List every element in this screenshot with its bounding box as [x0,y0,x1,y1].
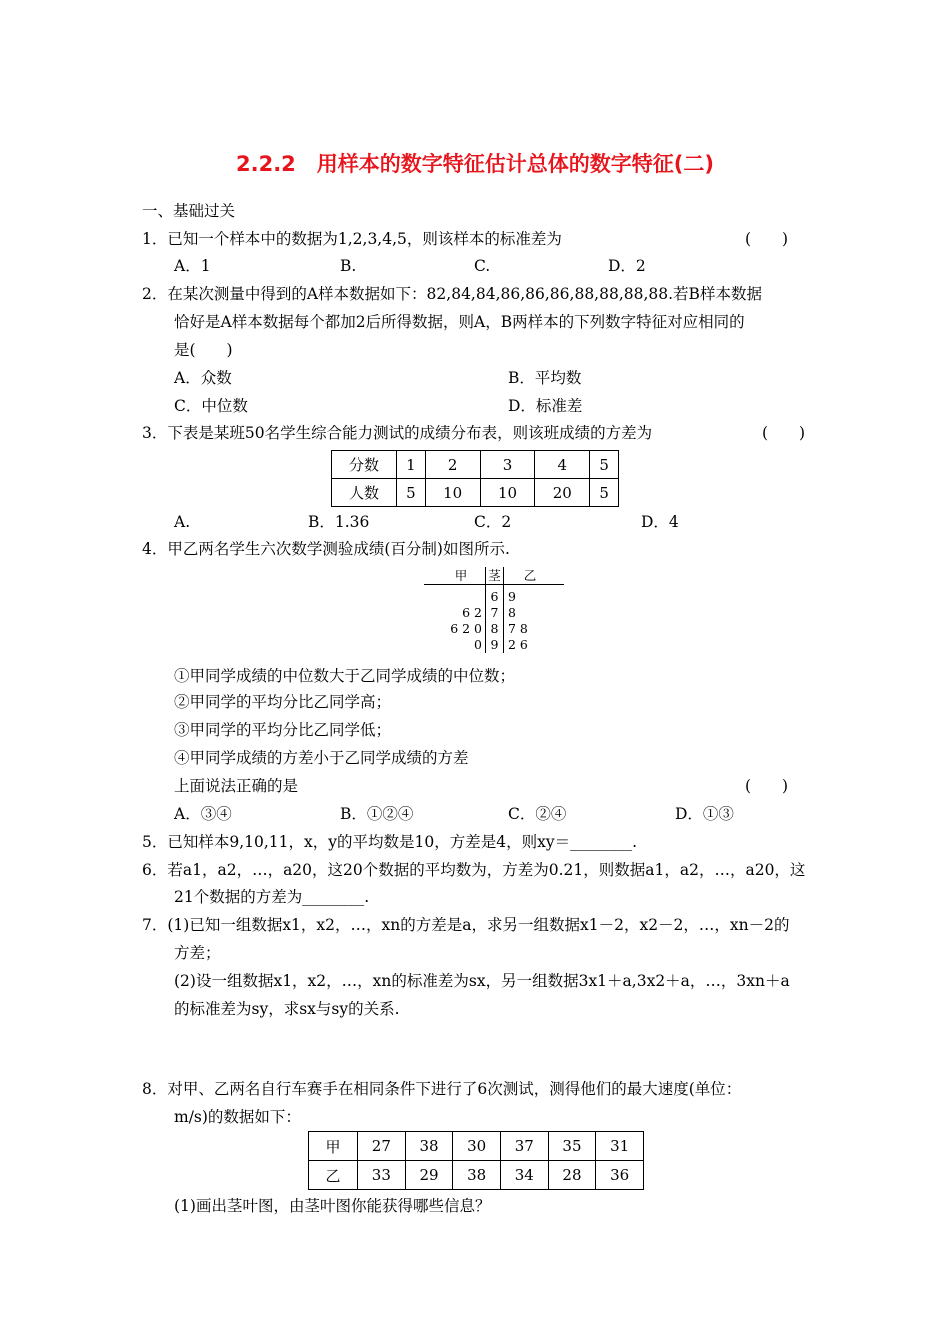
page-title: 2.2.2 用样本的数字特征估计总体的数字特征(二) [236,152,714,176]
q4-ask: 上面说法正确的是 [174,777,299,795]
stem-leaf-left-leaves: 6 2 0 [450,621,482,636]
q3-score-table [331,450,619,507]
section-heading: 一、基础过关 [142,202,236,220]
q3-option-d: D．4 [641,513,679,531]
table-cell: 38 [405,1132,453,1161]
q1-stem: 1．已知一个样本中的数据为1,2,3,4,5，则该样本的标准差为 [142,230,562,248]
stem-leaf-right-leaves: 2 6 [508,637,528,652]
q7-line3: (2)设一组数据x1，x2，…，xn的标准差为sx，另一组数据3x1＋a,3x2＋a，…，3xn＋a [174,972,790,990]
table-cell: 2 [425,451,480,479]
q2-line3: 是( ) [174,341,233,359]
table-cell: 5 [397,479,426,507]
q7-line2: 方差； [174,944,221,962]
table-cell: 5 [590,479,619,507]
stem-leaf-right-leaves: 7 8 [508,621,528,636]
q1-option-a: A．1 [174,257,211,275]
q8-line2: m/s)的数据如下： [174,1108,301,1126]
table-cell: 30 [453,1132,501,1161]
table-cell: 5 [590,451,619,479]
q4-statement-1: ①甲同学成绩的中位数大于乙同学成绩的中位数； [174,667,516,685]
table-cell: 1 [397,451,426,479]
stem-leaf-left-leaves: 0 [474,637,482,652]
table-cell: 乙 [309,1161,358,1190]
q3-answer-paren: ( ) [762,424,806,442]
table-cell: 甲 [309,1132,358,1161]
q8-speed-table [308,1131,644,1190]
table-cell: 20 [535,479,590,507]
table-cell: 4 [535,451,590,479]
q2-option-b: B．平均数 [508,369,582,387]
table-cell: 35 [548,1132,596,1161]
q2-option-c: C．中位数 [174,397,248,415]
q3-stem: 3．下表是某班50名学生综合能力测试的成绩分布表，则该班成绩的方差为 [142,424,653,442]
q7-line1: 7．(1)已知一组数据x1，x2，…，xn的方差是a，求另一组数据x1－2，x2－2，…，xn－2的 [142,916,790,934]
table-cell: 31 [596,1132,644,1161]
q4-answer-paren: ( ) [745,777,789,795]
table-cell: 10 [425,479,480,507]
q1-answer-paren: ( ) [745,230,789,248]
table-cell: 37 [500,1132,548,1161]
table-cell: 分数 [332,451,397,479]
q4-option-c: C．②④ [508,805,567,823]
stem-leaf-stem: 9 [490,637,499,652]
stem-leaf-stem: 7 [490,605,499,620]
q1-option-b: B. [340,257,357,275]
stem-leaf-header-jia: 甲 [454,568,468,583]
stem-leaf-right-leaves: 9 [508,589,516,604]
stem-leaf-left-leaves: 6 2 [462,605,482,620]
table-cell: 27 [358,1132,406,1161]
stem-leaf-stem: 8 [490,621,499,636]
q7-line4: 的标准差为sy，求sx与sy的关系. [174,1000,400,1018]
table-cell: 29 [405,1161,453,1190]
q2-line1: 2．在某次测量中得到的A样本数据如下：82,84,84,86,86,86,88,88,88,88.若B样本数据 [142,285,762,303]
table-cell: 人数 [332,479,397,507]
q4-statement-3: ③甲同学的平均分比乙同学低； [174,721,392,739]
table-cell: 33 [358,1161,406,1190]
stem-leaf-stem: 6 [490,589,499,604]
stem-leaf-right-leaves: 8 [508,605,516,620]
q8-line1: 8．对甲、乙两名自行车赛手在相同条件下进行了6次测试，测得他们的最大速度(单位： [142,1080,742,1098]
q8-sub1: (1)画出茎叶图，由茎叶图你能获得哪些信息？ [174,1197,491,1215]
q1-option-c: C. [474,257,491,275]
q6-line1: 6．若a1，a2，…，a20，这20个数据的平均数为，方差为0.21，则数据a1，a2，…，a20，这 [142,861,806,879]
q1-option-d: D．2 [608,257,646,275]
table-cell: 36 [596,1161,644,1190]
table-cell: 3 [480,451,535,479]
table-row [332,479,619,507]
table-row [332,451,619,479]
q4-statement-4: ④甲同学成绩的方差小于乙同学成绩的方差 [174,749,469,767]
table-cell: 34 [500,1161,548,1190]
q4-option-d: D．①③ [675,805,734,823]
q4-statement-2: ②甲同学的平均分比乙同学高； [174,693,392,711]
q3-option-b: B．1.36 [308,513,370,531]
stem-leaf-header-yi: 乙 [523,568,537,583]
q5-stem: 5．已知样本9,10,11，x，y的平均数是10，方差是4，则xy＝________. [142,833,638,851]
q2-line2: 恰好是A样本数据每个都加2后所得数据，则A，B两样本的下列数字特征对应相同的 [174,313,745,331]
q6-line2: 21个数据的方差为________. [174,888,370,906]
q4-option-b: B．①②④ [340,805,414,823]
q2-option-a: A．众数 [174,369,232,387]
q2-option-d: D．标准差 [508,397,583,415]
q3-option-c: C．2 [474,513,512,531]
stem-leaf-header-rule [424,584,564,585]
table-cell: 28 [548,1161,596,1190]
table-row [309,1132,644,1161]
stem-leaf-right-divider [503,567,504,653]
q4-option-a: A．③④ [174,805,232,823]
stem-leaf-header-stem: 茎 [488,568,501,583]
table-cell: 10 [480,479,535,507]
table-row [309,1161,644,1190]
q4-stem: 4．甲乙两名学生六次数学测验成绩(百分制)如图所示. [142,540,510,558]
q3-option-a: A. [174,513,191,531]
table-cell: 38 [453,1161,501,1190]
